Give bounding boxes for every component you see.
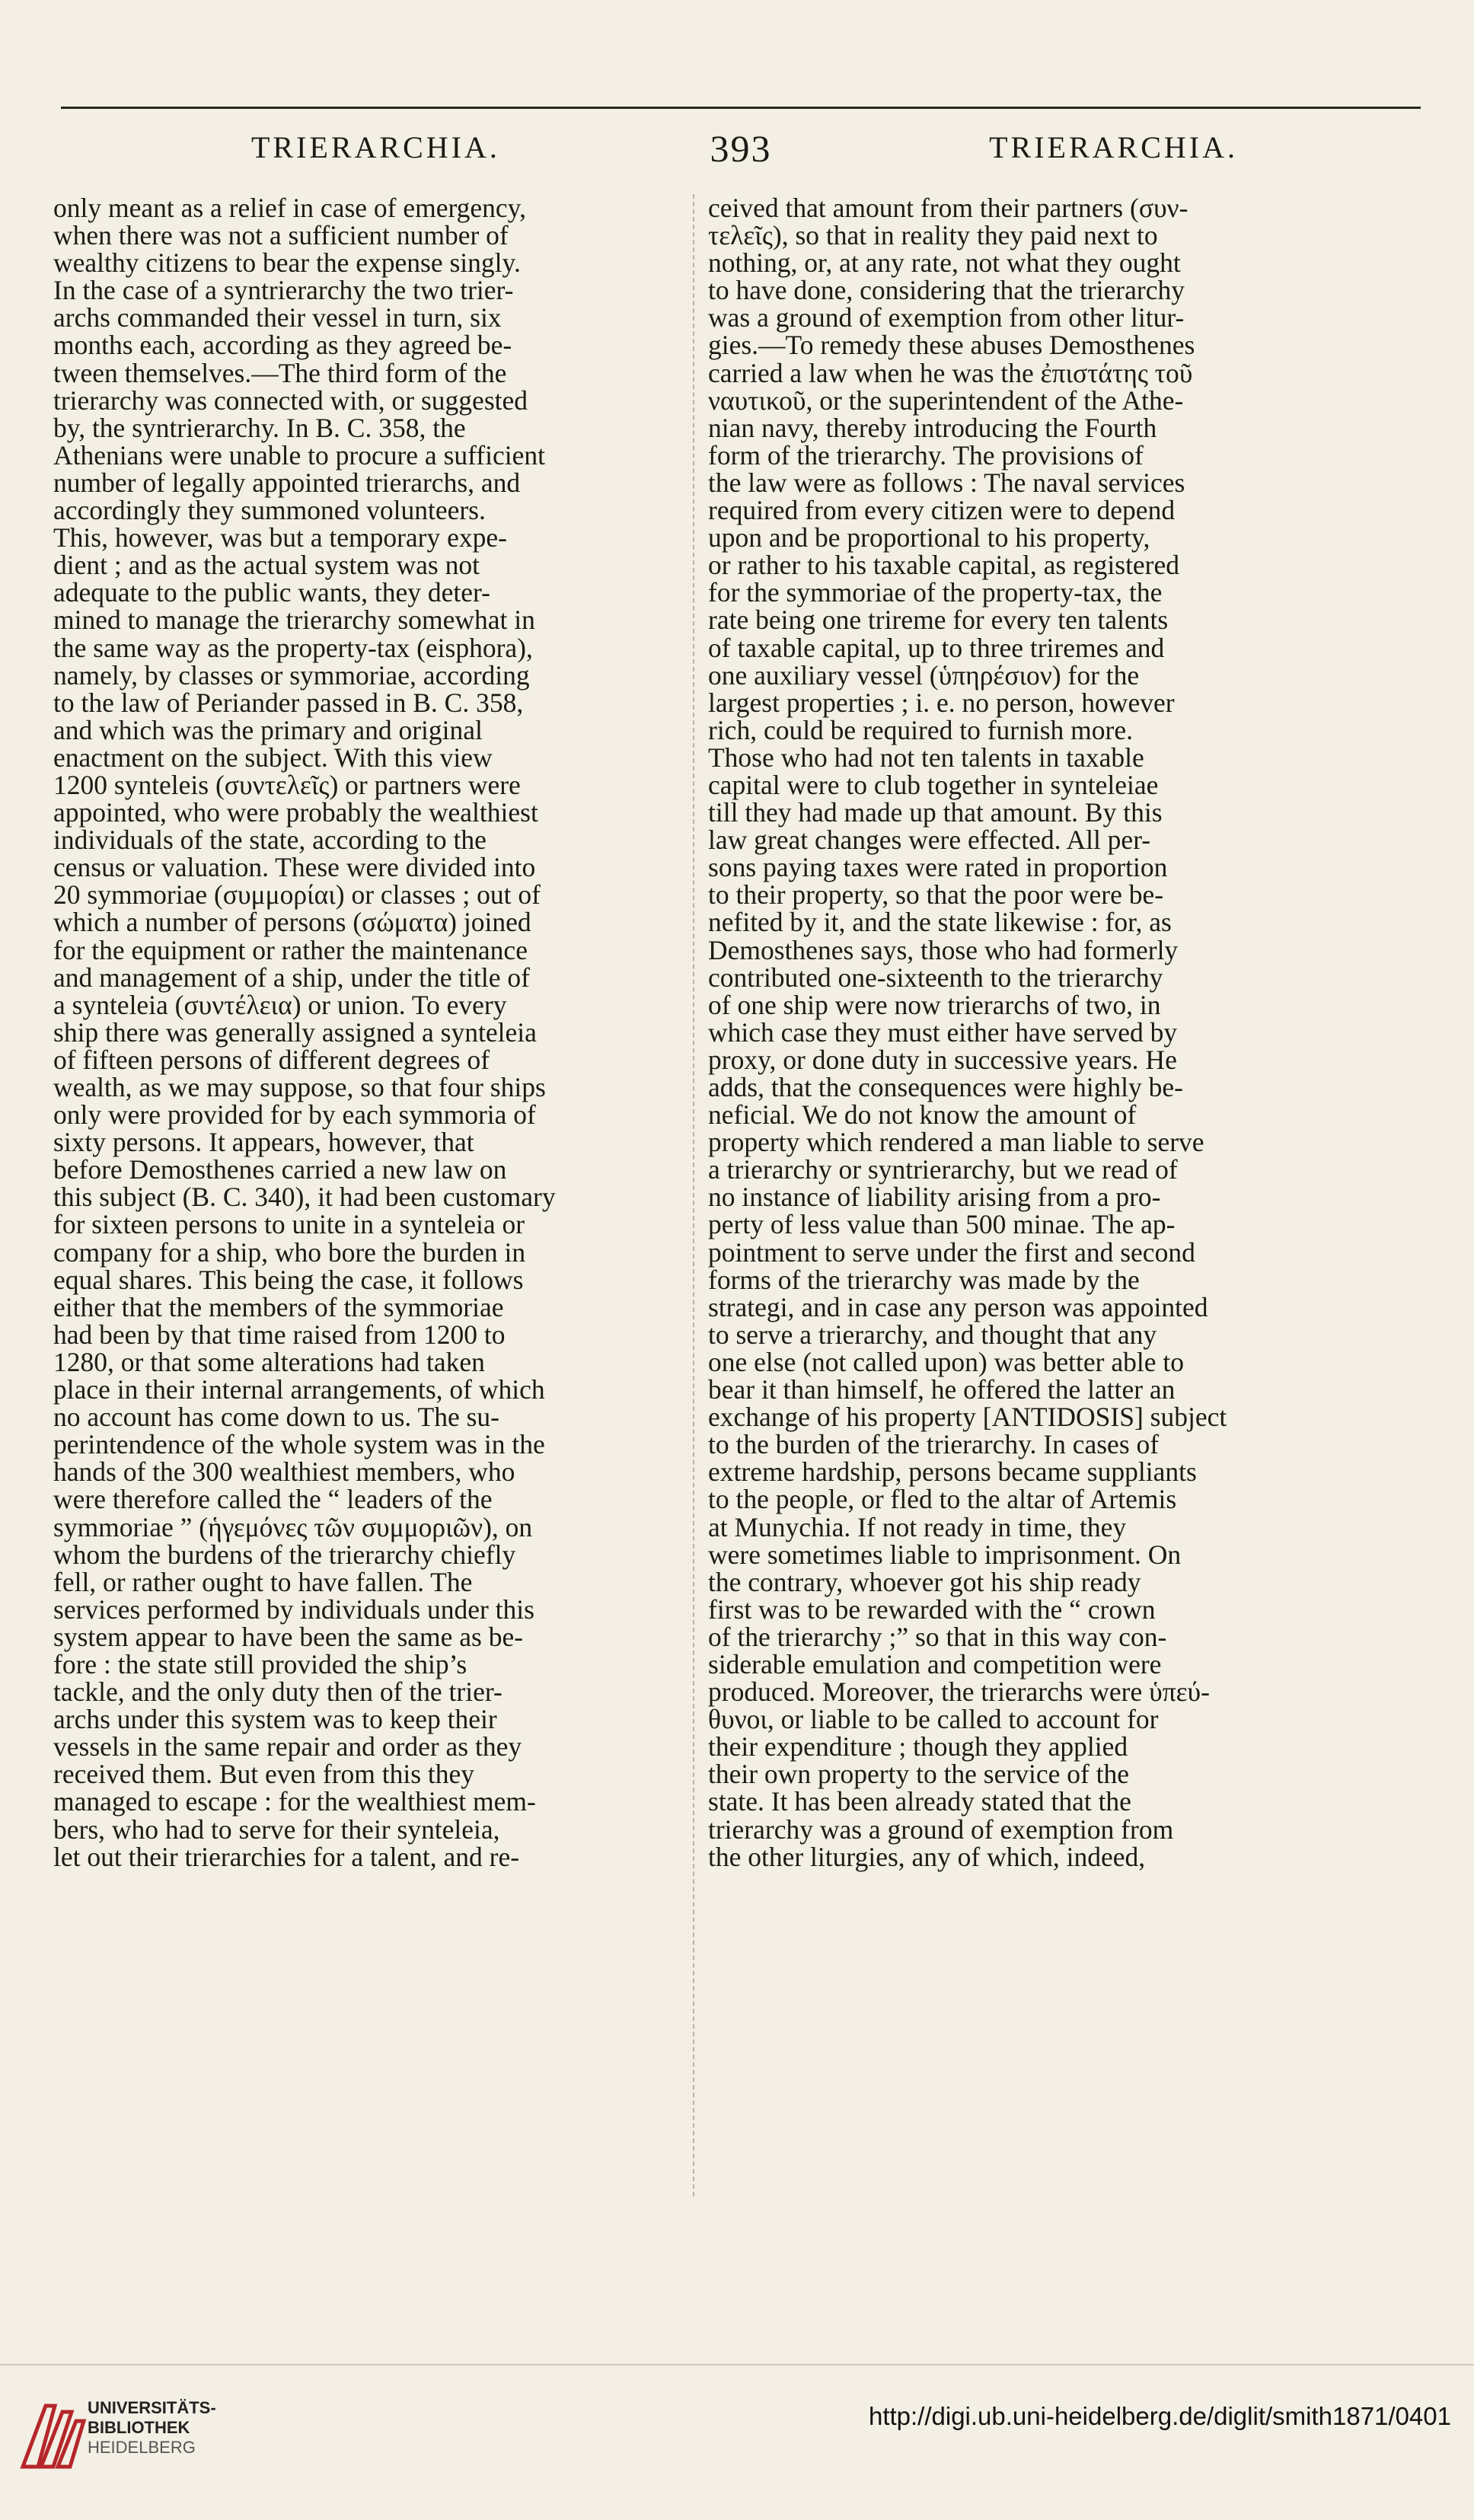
- right-text-column: [708, 194, 1340, 1871]
- left-text-column: [53, 194, 685, 1871]
- running-header: [61, 129, 1421, 183]
- left-column-text: only meant as a relief in case of emergency, when there was not a sufficient number of wealthy citizens to bear the expense singly. In the case of a syntrierarchy the two trier- archs commanded their vessel in turn, six months each, according as they agreed be- tween themselves.—The third form of the trierarchy was connected with, or suggested by, the syntrierarchy. In B. C. 358, the Athenians were unable to procure a sufficient number of legally appointed trierarchs, and accordingly they summoned volunteers. This, however, was but a temporary expe- dient ; and as the actual system was not adequate to the public wants, they deter- mined to manage the trierarchy somewhat in the same way as the property-tax (eisphora), namely, by classes or symmoriae, according to the law of Periander passed in B. C. 358, and which was the primary and original enactment on the subject. With this view 1200 synteleis (συντελεῖς) or partners were appointed, who were probably the wealthiest individuals of the state, according to the census or valuation. These were divided into 20 symmoriae (συμμορίαι) or classes ; out of which a number of persons (σώματα) joined for the equipment or rather the maintenance and management of a ship, under the title of a synteleia (συντέλεια) or union. To every ship there was generally assigned a synteleia of fifteen persons of different degrees of wealth, as we may suppose, so that four ships only were provided for by each symmoria of sixty persons. It appears, however, that before Demosthenes carried a new law on this subject (B. C. 340), it had been customary for sixteen persons to unite in a synteleia or company for a ship, who bore the burden in equal shares. This being the case, it follows either that the members of the symmoriae had been by that time raised from 1200 to 1280, or that some alterations had taken place in their internal arrangements, of which no account has come down to us. The su- perintendence of the whole system was in the hands of the 300 wealthiest members, who were therefore called the “ leaders of the symmoriae ” (ἡγεμόνες τῶν συμμοριῶν), on whom the burdens of the trierarchy chiefly fell, or rather ought to have fallen. The services performed by individuals under this system appear to have been the same as be- fore : the state still provided the ship’s tackle, and the only duty then of the trier- archs under this system was to keep their vessels in the same repair and order as they received them. But even from this they managed to escape : for the wealthiest mem- bers, who had to serve for their synteleia, let out their trierarchies for a talent, and re-: [53, 193, 556, 1872]
- column-divider: [693, 194, 694, 2196]
- library-name: [88, 2398, 216, 2458]
- page-number: 393: [710, 127, 772, 170]
- library-name-line1: UNIVERSITÄTS-: [88, 2398, 216, 2417]
- source-url-link[interactable]: http://digi.ub.uni-heidelberg.de/diglit/smith1871/0401: [868, 2402, 1451, 2430]
- header-rule: [61, 107, 1421, 109]
- library-logo-icon: [15, 2391, 91, 2474]
- header-left-title: TRIERARCHIA.: [251, 130, 500, 164]
- library-name-line3: HEIDELBERG: [88, 2438, 196, 2457]
- header-right-title: TRIERARCHIA.: [989, 130, 1238, 164]
- library-name-line2: BIBLIOTHEK: [88, 2418, 190, 2437]
- right-column-text: ceived that amount from their partners (συν- τελεῖς), so that in reality they paid next to nothing, or, at any rate, not what they ought to have done, considering that the trierarchy was a ground of exemption from other litur- gies.—To remedy these abuses Demosthenes carried a law when he was the ἐπιστάτης τοῦ ναυτικοῦ, or the superintendent of the Athe- nian navy, thereby introducing the Fourth form of the trierarchy. The provisions of the law were as follows : The naval services required from every citizen were to depend upon and be proportional to his property, or rather to his taxable capital, as registered for the symmoriae of the property-tax, the rate being one trireme for every ten talents of taxable capital, up to three triremes and one auxiliary vessel (ὑπηρέσιον) for the largest properties ; i. e. no person, however rich, could be required to furnish more. Those who had not ten talents in taxable capital were to club together in synteleiae till they had made up that amount. By this law great changes were effected. All per- sons paying taxes were rated in proportion to their property, so that the poor were be- nefited by it, and the state likewise : for, as Demosthenes says, those who had formerly contributed one-sixteenth to the trierarchy of one ship were now trierarchs of two, in which case they must either have served by proxy, or done duty in successive years. He adds, that the consequences were highly be- neficial. We do not know the amount of property which rendered a man liable to serve a trierarchy or syntrierarchy, but we read of no instance of liability arising from a pro- perty of less value than 500 minae. The ap- pointment to serve under the first and second forms of the trierarchy was made by the strategi, and in case any person was appointed to serve a trierarchy, and thought that any one else (not called upon) was better able to bear it than himself, he offered the latter an exchange of his property [ANTIDOSIS] subject to the burden of the trierarchy. In cases of extreme hardship, persons became suppliants to the people, or fled to the altar of Artemis at Munychia. If not ready in time, they were sometimes liable to imprisonment. On the contrary, whoever got his ship ready first was to be rewarded with the “ crown of the trierarchy ;” so that in this way con- siderable emulation and competition were produced. Moreover, the trierarchs were ὑπεύ- θυνοι, or liable to be called to account for their expenditure ; though they applied their own property to the service of the state. It has been already stated that the trierarchy was a ground of exemption from the other liturgies, any of which, indeed,: [708, 193, 1227, 1872]
- footer-divider: [0, 2364, 1474, 2365]
